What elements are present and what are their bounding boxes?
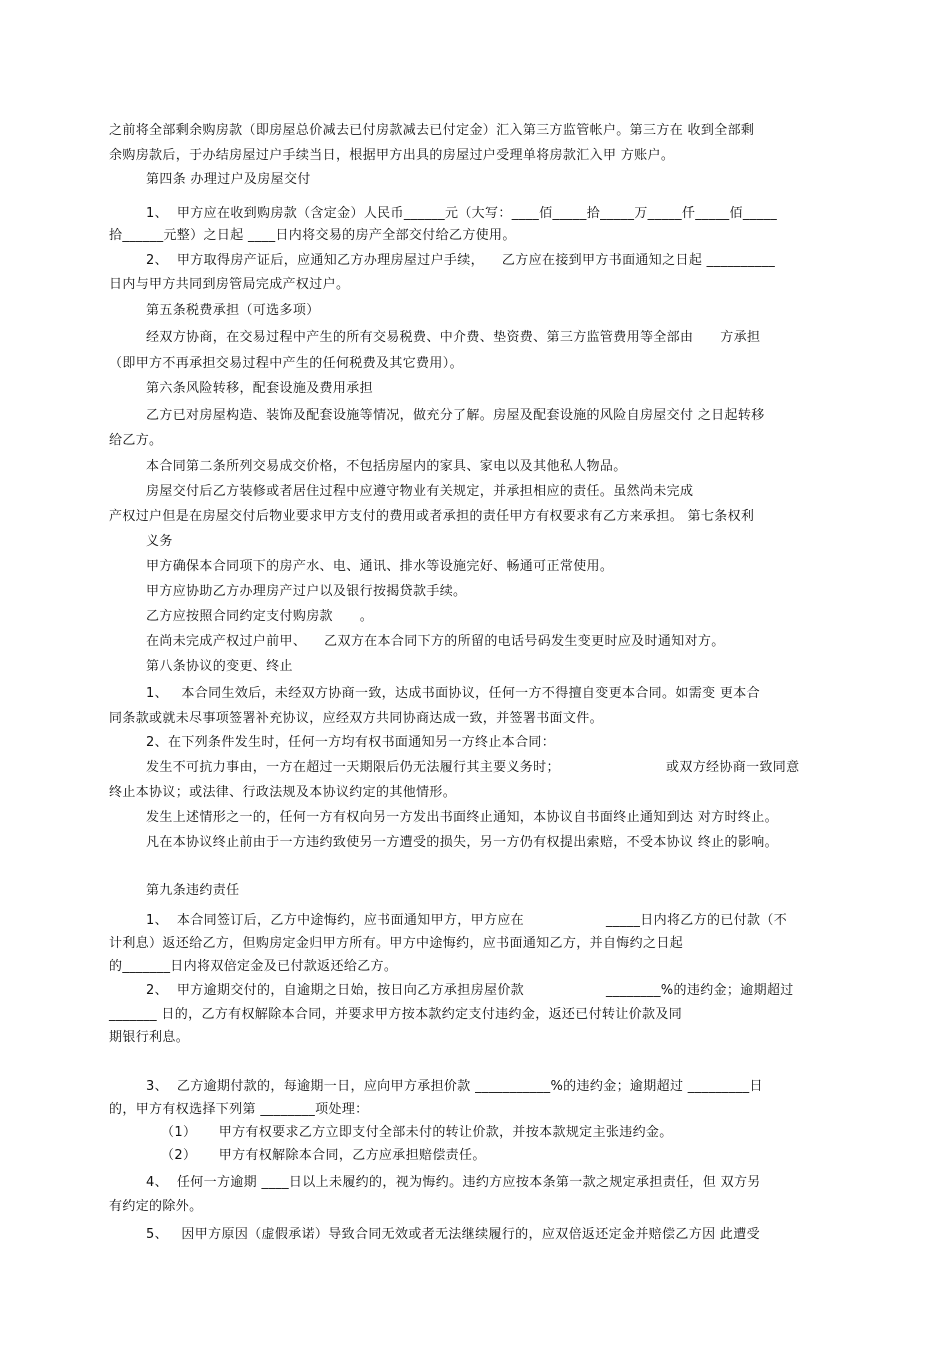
section-heading: 义务 [146,534,173,549]
section-heading: 第六条风险转移，配套设施及费用承担 [146,381,373,396]
text-line: 期银行利息。 [109,1030,190,1045]
text-line: 1、 甲方应在收到购房款（含定金）人民币______元（大写：____佰_____拾_____万_____仟_____佰_____ [146,206,778,221]
section-heading: 第五条税费承担（可选多项） [146,303,320,318]
text-line: _____日内将乙方的已付款（不 [606,913,788,928]
text-line: 1、 本合同生效后，未经双方协商一致，达成书面协议，任何一方不得擅自变更本合同。如需变 更本合 [146,686,760,701]
text-line: 日内与甲方共同到房管局完成产权过户。 [109,277,350,292]
text-line: 乙方已对房屋构造、装饰及配套设施等情况，做充分了解。房屋及配套设施的风险自房屋交付 之日起转移 [146,408,765,423]
text-line: 发生上述情形之一的，任何一方有权向另一方发出书面终止通知，本协议自书面终止通知到达 对方时终止。 [146,810,778,825]
text-line: 之前将全部剩余购房款（即房屋总价减去已付房款减去已付定金）汇入第三方监管帐户。第三方在 收到全部剩 [109,123,755,138]
text-line: 乙方应按照合同约定支付购房款 。 [146,609,374,624]
text-line: 4、 任何一方逾期 ____日以上未履约的，视为悔约。违约方应按本条第一款之规定承担责任，但 双方另 [146,1175,761,1190]
text-line: 2、 甲方逾期交付的，自逾期之日始，按日向乙方承担房屋价款 [146,983,525,998]
section-heading: 第八条协议的变更、终止 [146,659,293,674]
text-line: 余购房款后，于办结房屋过户手续当日，根据甲方出具的房屋过户受理单将房款汇入甲 方账户。 [109,148,675,163]
text-line: 终止本协议；或法律、行政法规及本协议约定的其他情形。 [109,785,457,800]
text-line: 计利息）返还给乙方，但购房定金归甲方所有。甲方中途悔约，应书面通知乙方，并自悔约之日起 [109,936,684,951]
text-line: 2、 甲方取得房产证后，应通知乙方办理房屋过户手续， 乙方应在接到甲方书面通知之日起 __________ [146,253,776,268]
text-line: 1、 本合同签订后，乙方中途悔约，应书面通知甲方，甲方应在 [146,913,525,928]
text-line: （1） 甲方有权要求乙方立即支付全部未付的转让价款，并按本款规定主张违约金。 [161,1125,673,1140]
text-line: （即甲方不再承担交易过程中产生的任何税费及其它费用）。 [109,356,463,371]
text-line: 房屋交付后乙方装修或者居住过程中应遵守物业有关规定，并承担相应的责任。虽然尚未完成 [146,484,694,499]
text-line: ________%的违约金；逾期超过 [606,983,794,998]
text-line: 经双方协商，在交易过程中产生的所有交易税费、中介费、垫资费、第三方监管费用等全部由 方承担 [146,330,761,345]
text-line: 给乙方。 [109,433,163,448]
section-heading: 第四条 办理过户及房屋交付 [146,172,311,187]
text-line: _______ 日的，乙方有权解除本合同，并要求甲方按本款约定支付违约金，返还已付转让价款及同 [109,1007,683,1022]
text-line: 凡在本协议终止前由于一方违约致使另一方遭受的损失，另一方仍有权提出索赔，不受本协议 终止的影响。 [146,835,778,850]
text-line: 本合同第二条所列交易成交价格，不包括房屋内的家具、家电以及其他私人物品。 [146,459,627,474]
text-line: 产权过户但是在房屋交付后物业要求甲方支付的费用或者承担的责任甲方有权要求有乙方来承担。 第七条权利 [109,509,755,524]
section-heading: 第九条违约责任 [146,883,240,898]
text-line: 发生不可抗力事由，一方在超过一天期限后仍无法履行其主要义务时； [146,760,560,775]
text-line: 或双方经协商一致同意 [666,760,800,775]
text-line: 有约定的除外。 [109,1199,203,1214]
text-line: 2、在下列条件发生时，任何一方均有权书面通知另一方终止本合同： [146,735,556,750]
text-line: 甲方应协助乙方办理房产过户以及银行按揭贷款手续。 [146,584,467,599]
text-line: 拾______元整）之日起 ____日内将交易的房产全部交付给乙方使用。 [109,228,516,243]
text-line: 的_______日内将双倍定金及已付款返还给乙方。 [109,959,398,974]
text-line: 5、 因甲方原因（虚假承诺）导致合同无效或者无法继续履行的，应双倍返还定金并赔偿乙方因 此遭受 [146,1227,760,1242]
text-line: （2） 甲方有权解除本合同，乙方应承担赔偿责任。 [161,1148,486,1163]
text-line: 的，甲方有权选择下列第 ________项处理： [109,1102,369,1117]
text-line: 3、 乙方逾期付款的，每逾期一日，应向甲方承担价款 ___________%的违约金；逾期超过 _________日 [146,1079,763,1094]
text-line: 同条款或就未尽事项签署补充协议，应经双方共同协商达成一致，并签署书面文件。 [109,711,603,726]
text-line: 在尚未完成产权过户前甲、 乙双方在本合同下方的所留的电话号码发生变更时应及时通知对方。 [146,634,725,649]
text-line: 甲方确保本合同项下的房产水、电、通讯、排水等设施完好、畅通可正常使用。 [146,559,614,574]
